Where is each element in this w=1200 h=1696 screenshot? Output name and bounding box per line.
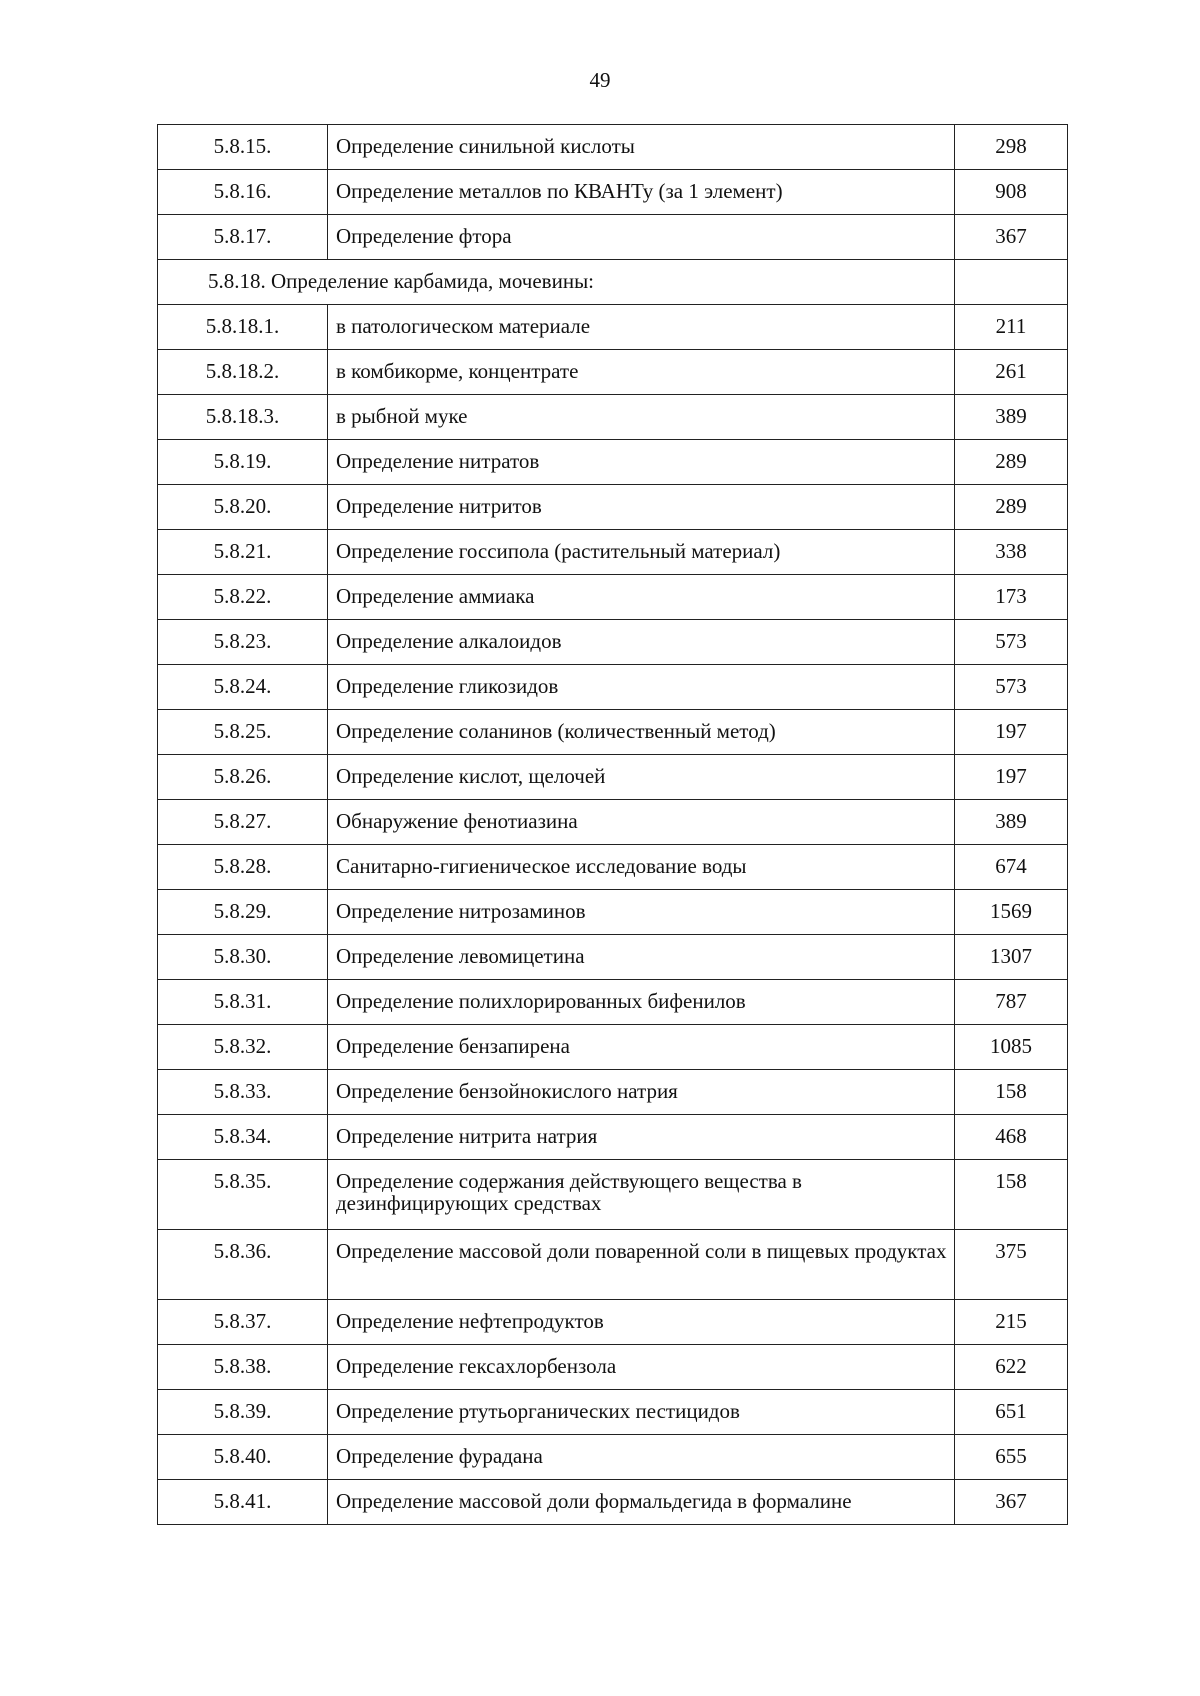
table-row: [158, 845, 1068, 890]
row-service-name: в комбикорме, концентрате: [328, 350, 955, 395]
row-price: 651: [955, 1390, 1068, 1435]
table-row: [158, 575, 1068, 620]
table-row: [158, 620, 1068, 665]
row-number: 5.8.20.: [158, 485, 328, 530]
price-table-body: [158, 125, 1068, 1525]
row-number: 5.8.36.: [158, 1230, 328, 1300]
row-price: 367: [955, 215, 1068, 260]
row-price: 298: [955, 125, 1068, 170]
row-service-name: Определение левомицетина: [328, 935, 955, 980]
row-service-name: Определение бензойнокислого натрия: [328, 1070, 955, 1115]
row-number: 5.8.27.: [158, 800, 328, 845]
row-price: 787: [955, 980, 1068, 1025]
table-row: [158, 935, 1068, 980]
row-price: 158: [955, 1070, 1068, 1115]
row-number: 5.8.19.: [158, 440, 328, 485]
row-price: 173: [955, 575, 1068, 620]
row-number: 5.8.16.: [158, 170, 328, 215]
row-number: 5.8.33.: [158, 1070, 328, 1115]
row-number: 5.8.32.: [158, 1025, 328, 1070]
table-row: [158, 980, 1068, 1025]
row-service-name: Санитарно-гигиеническое исследование воды: [328, 845, 955, 890]
row-price: 468: [955, 1115, 1068, 1160]
table-row: [158, 890, 1068, 935]
row-number: 5.8.24.: [158, 665, 328, 710]
row-service-name: Определение гексахлорбензола: [328, 1345, 955, 1390]
row-service-name: Определение содержания действующего вещества в дезинфицирующих средствах: [328, 1160, 955, 1230]
table-row: [158, 530, 1068, 575]
row-service-name: Определение соланинов (количественный метод): [328, 710, 955, 755]
row-number: 5.8.39.: [158, 1390, 328, 1435]
row-number: 5.8.40.: [158, 1435, 328, 1480]
row-service-name: Обнаружение фенотиазина: [328, 800, 955, 845]
row-service-name: Определение нитрита натрия: [328, 1115, 955, 1160]
row-number: 5.8.23.: [158, 620, 328, 665]
row-number: 5.8.37.: [158, 1300, 328, 1345]
row-number: 5.8.25.: [158, 710, 328, 755]
row-service-name: Определение госсипола (растительный материал): [328, 530, 955, 575]
table-row: [158, 1115, 1068, 1160]
row-service-name: Определение массовой доли формальдегида в формалине: [328, 1480, 955, 1525]
table-row: [158, 1025, 1068, 1070]
row-service-name: Определение массовой доли поваренной соли в пищевых продуктах: [328, 1230, 955, 1300]
row-price: 211: [955, 305, 1068, 350]
row-number: 5.8.38.: [158, 1345, 328, 1390]
row-number: 5.8.18.3.: [158, 395, 328, 440]
row-service-name: Определение бензапирена: [328, 1025, 955, 1070]
row-price: 389: [955, 800, 1068, 845]
row-price: 1307: [955, 935, 1068, 980]
row-service-name: Определение полихлорированных бифенилов: [328, 980, 955, 1025]
row-price: 367: [955, 1480, 1068, 1525]
row-price: 197: [955, 755, 1068, 800]
row-price: 908: [955, 170, 1068, 215]
page-number: 49: [589, 68, 611, 92]
section-heading: 5.8.18. Определение карбамида, мочевины:: [158, 260, 955, 305]
table-row: [158, 125, 1068, 170]
table-row: [158, 170, 1068, 215]
table-row: [158, 1230, 1068, 1300]
table-row: [158, 1300, 1068, 1345]
row-price: 289: [955, 485, 1068, 530]
row-service-name: Определение аммиака: [328, 575, 955, 620]
section-row: [158, 260, 1068, 305]
row-service-name: Определение фурадана: [328, 1435, 955, 1480]
row-service-name: Определение гликозидов: [328, 665, 955, 710]
table-row: [158, 1435, 1068, 1480]
row-service-name: Определение алкалоидов: [328, 620, 955, 665]
row-number: 5.8.28.: [158, 845, 328, 890]
row-number: 5.8.18.1.: [158, 305, 328, 350]
row-number: 5.8.34.: [158, 1115, 328, 1160]
row-number: 5.8.30.: [158, 935, 328, 980]
table-row: [158, 710, 1068, 755]
table-row: [158, 1160, 1068, 1230]
row-price: 622: [955, 1345, 1068, 1390]
table-row: [158, 485, 1068, 530]
row-service-name: Определение кислот, щелочей: [328, 755, 955, 800]
row-service-name: в патологическом материале: [328, 305, 955, 350]
row-number: 5.8.21.: [158, 530, 328, 575]
table-row: [158, 350, 1068, 395]
table-row: [158, 1345, 1068, 1390]
row-price: 338: [955, 530, 1068, 575]
row-number: 5.8.15.: [158, 125, 328, 170]
row-price: 655: [955, 1435, 1068, 1480]
row-number: 5.8.22.: [158, 575, 328, 620]
row-number: 5.8.26.: [158, 755, 328, 800]
row-service-name: Определение нитритов: [328, 485, 955, 530]
row-price: 674: [955, 845, 1068, 890]
row-price: 573: [955, 665, 1068, 710]
row-price: 1085: [955, 1025, 1068, 1070]
row-price: 375: [955, 1230, 1068, 1300]
table-row: [158, 755, 1068, 800]
table-row: [158, 395, 1068, 440]
table-row: [158, 305, 1068, 350]
table-row: [158, 1390, 1068, 1435]
row-number: 5.8.17.: [158, 215, 328, 260]
row-price: 573: [955, 620, 1068, 665]
table-row: [158, 440, 1068, 485]
row-price: 158: [955, 1160, 1068, 1230]
row-price: 1569: [955, 890, 1068, 935]
row-service-name: Определение ртутьорганических пестицидов: [328, 1390, 955, 1435]
row-price: 197: [955, 710, 1068, 755]
row-service-name: Определение синильной кислоты: [328, 125, 955, 170]
table-row: [158, 215, 1068, 260]
row-service-name: Определение нитратов: [328, 440, 955, 485]
row-number: 5.8.29.: [158, 890, 328, 935]
row-service-name: Определение нитрозаминов: [328, 890, 955, 935]
row-number: 5.8.35.: [158, 1160, 328, 1230]
row-price: 289: [955, 440, 1068, 485]
row-price: 261: [955, 350, 1068, 395]
table-row: [158, 800, 1068, 845]
table-row: [158, 1480, 1068, 1525]
row-service-name: в рыбной муке: [328, 395, 955, 440]
row-service-name: Определение нефтепродуктов: [328, 1300, 955, 1345]
row-number: 5.8.41.: [158, 1480, 328, 1525]
table-row: [158, 1070, 1068, 1115]
row-price: 215: [955, 1300, 1068, 1345]
row-number: 5.8.18.2.: [158, 350, 328, 395]
price-table: [157, 124, 1068, 1525]
row-number: 5.8.31.: [158, 980, 328, 1025]
row-service-name: Определение фтора: [328, 215, 955, 260]
section-price: [955, 260, 1068, 305]
row-price: 389: [955, 395, 1068, 440]
row-service-name: Определение металлов по КВАНТу (за 1 элемент): [328, 170, 955, 215]
table-row: [158, 665, 1068, 710]
